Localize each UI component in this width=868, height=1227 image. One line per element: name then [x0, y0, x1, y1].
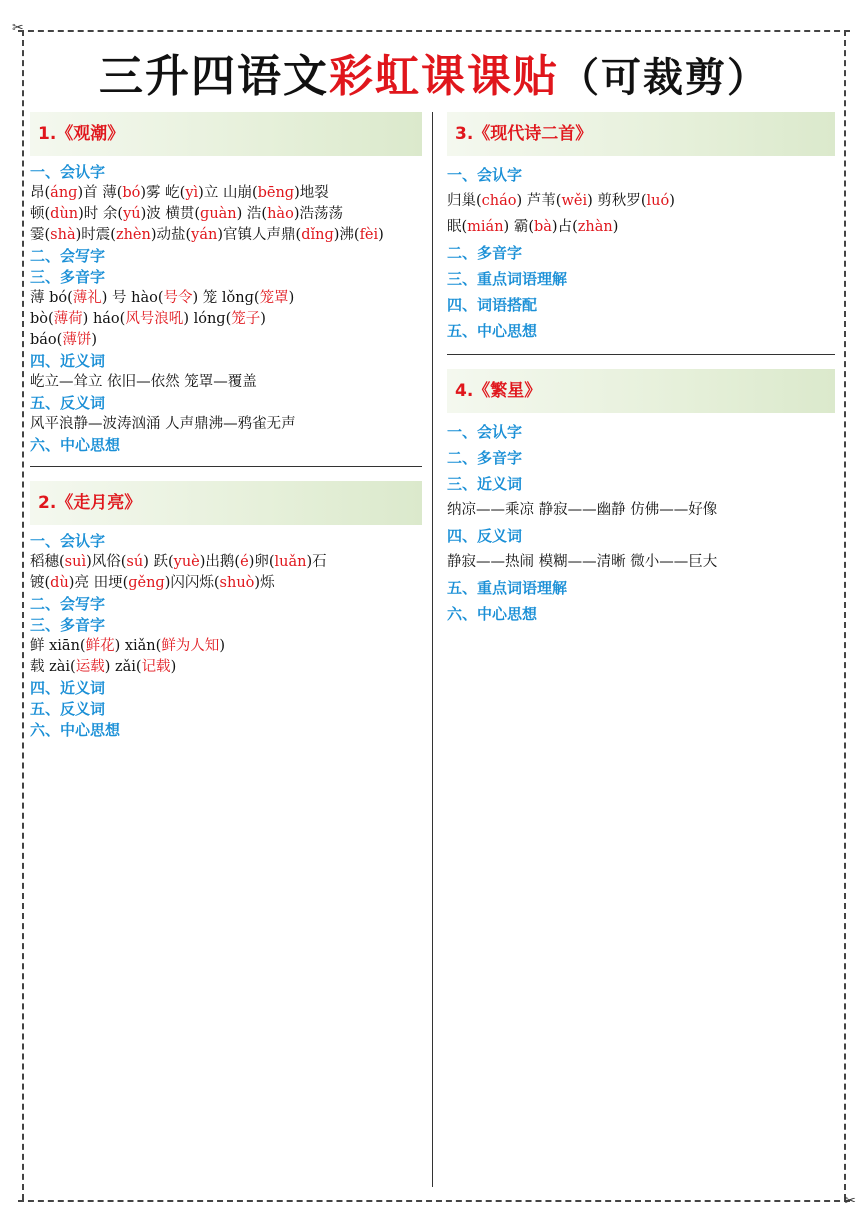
plain-text: ) — [260, 311, 266, 327]
highlight-text: hào — [267, 206, 294, 222]
highlight-text: ánɡ — [50, 185, 78, 201]
highlight-text: shuò — [219, 575, 255, 591]
lesson-heading: 3.《现代诗二首》 — [447, 112, 835, 156]
section-heading: 三、重点词语理解 — [447, 270, 568, 288]
text-line — [30, 330, 422, 351]
text-line — [30, 183, 422, 204]
section-heading: 五、反义词 — [30, 394, 106, 412]
section-heading: 一、会认字 — [30, 163, 106, 181]
plain-text: )卵( — [248, 554, 275, 570]
section-heading: 五、中心思想 — [447, 322, 538, 340]
polyphone-list — [30, 636, 422, 678]
plain-text: ) 霸( — [503, 219, 534, 235]
section-heading: 六、中心思想 — [30, 436, 121, 454]
highlight-text: shà — [50, 227, 76, 243]
section-heading: 三、多音字 — [30, 268, 106, 286]
plain-text: ) — [378, 227, 384, 243]
antonym-line: 静寂——热闹 模糊——清晰 微小——巨大 — [447, 554, 718, 570]
section-heading: 二、会写字 — [30, 595, 106, 613]
highlight-text: bó — [122, 185, 141, 201]
plain-text: 载 zài( — [30, 659, 76, 675]
plain-text: ) — [91, 332, 97, 348]
page-title — [0, 40, 868, 102]
plain-text: )时 余( — [78, 206, 124, 222]
plain-text: báo( — [30, 332, 63, 348]
section-heading: 五、重点词语理解 — [447, 579, 568, 597]
plain-text: ) — [288, 290, 295, 306]
synonym-line: 纳凉——乘凉 静寂——幽静 仿佛——好像 — [447, 502, 718, 518]
plain-text: bò( — [30, 311, 54, 327]
plain-text: )官镇人声鼎( — [217, 227, 302, 243]
section-heading: 五、反义词 — [30, 700, 106, 718]
highlight-text: 薄饼 — [62, 332, 92, 348]
section-heading: 一、会认字 — [447, 423, 523, 441]
section-heading: 三、多音字 — [30, 616, 106, 634]
highlight-text: fèi — [359, 227, 379, 243]
text-line — [30, 288, 422, 309]
plain-text: ) 芦苇( — [516, 193, 562, 209]
plain-text: ) 号 hào( — [101, 290, 164, 306]
text-line — [447, 188, 835, 214]
section-heading: 六、中心思想 — [30, 721, 121, 739]
plain-text: 顿( — [30, 206, 51, 222]
highlight-text: 笼子 — [231, 311, 261, 327]
plain-text: )风俗( — [86, 554, 127, 570]
plain-text: ) 浩( — [236, 206, 268, 222]
antonym-line: 风平浪静—波涛汹涌 人声鼎沸—鸦雀无声 — [30, 416, 296, 432]
text-line — [30, 225, 422, 246]
highlight-text: ɡuàn — [200, 206, 237, 222]
section-heading: 四、反义词 — [447, 527, 523, 545]
lesson-divider — [30, 466, 422, 467]
recognize-chars-list — [30, 183, 422, 246]
highlight-text: dù — [50, 575, 69, 591]
plain-text: ) xiǎn( — [114, 638, 162, 654]
section-heading: 四、近义词 — [30, 352, 106, 370]
left-column — [30, 112, 422, 741]
plain-text: 归巢( — [447, 193, 482, 209]
section-heading: 二、多音字 — [447, 244, 523, 262]
plain-text: ) 剪秋罗( — [587, 193, 647, 209]
text-line — [30, 573, 422, 594]
plain-text: ) — [170, 659, 177, 675]
plain-text: )时震( — [75, 227, 116, 243]
plain-text: )占( — [551, 219, 578, 235]
highlight-text: yuè — [173, 554, 200, 570]
lesson-heading: 2.《走月亮》 — [30, 481, 422, 525]
highlight-text: mián — [467, 219, 504, 235]
plain-text: ) — [219, 638, 225, 654]
highlight-text: dǐnɡ — [301, 227, 334, 243]
section-heading: 一、会认字 — [447, 166, 523, 184]
highlight-text: ɡěnɡ — [128, 575, 165, 591]
highlight-text: cháo — [481, 193, 517, 209]
highlight-text: bēnɡ — [257, 185, 295, 201]
plain-text: )立 山崩( — [198, 185, 258, 201]
plain-text: )地裂 — [294, 185, 329, 201]
highlight-text: 薄荷 — [53, 311, 83, 327]
plain-text: )浩荡荡 — [293, 206, 343, 222]
highlight-text: wěi — [561, 193, 588, 209]
highlight-text: zhàn — [577, 219, 613, 235]
polyphone-list — [30, 288, 422, 351]
lesson-heading: 1.《观潮》 — [30, 112, 422, 156]
scissors-icon: ✂ — [844, 1193, 856, 1209]
section-heading: 三、近义词 — [447, 475, 523, 493]
text-line — [30, 657, 422, 678]
plain-text: )雾 屹( — [140, 185, 186, 201]
plain-text: )首 薄( — [77, 185, 123, 201]
highlight-text: 鲜为人知 — [161, 638, 220, 654]
plain-text: ) lónɡ( — [183, 311, 232, 327]
plain-text: 鲜 xiān( — [30, 638, 86, 654]
highlight-text: dùn — [50, 206, 79, 222]
section-heading: 二、会写字 — [30, 247, 106, 265]
plain-text: )出鹅( — [199, 554, 241, 570]
plain-text: ) — [669, 193, 675, 209]
highlight-text: yú — [123, 206, 141, 222]
title-part-red: 彩虹课课贴 — [329, 51, 559, 102]
highlight-text: yán — [191, 227, 218, 243]
plain-text: )烁 — [254, 575, 275, 591]
section-heading: 一、会认字 — [30, 532, 106, 550]
plain-text: )波 横贯( — [140, 206, 201, 222]
highlight-text: luǎn — [274, 554, 307, 570]
highlight-text: 号令 — [163, 290, 193, 306]
cut-line-right — [844, 30, 846, 1200]
recognize-chars-list — [30, 552, 422, 594]
plain-text: ) — [612, 219, 619, 235]
plain-text: 霎( — [30, 227, 51, 243]
plain-text: )亮 田埂( — [68, 575, 129, 591]
plain-text: ) 跃( — [143, 554, 174, 570]
plain-text: )动盐( — [150, 227, 192, 243]
scissors-icon: ✂ — [12, 20, 24, 36]
highlight-text: zhèn — [115, 227, 151, 243]
plain-text: )沸( — [333, 227, 360, 243]
highlight-text: sú — [126, 554, 144, 570]
highlight-text: 风号浪吼 — [125, 311, 184, 327]
highlight-text: luó — [646, 193, 670, 209]
highlight-text: yì — [185, 185, 199, 201]
section-heading: 四、近义词 — [30, 679, 106, 697]
highlight-text: 笼罩 — [259, 290, 289, 306]
text-line — [447, 214, 835, 240]
plain-text: 眠( — [447, 219, 468, 235]
plain-text: ) háo( — [82, 311, 126, 327]
highlight-text: é — [240, 554, 249, 570]
section-heading: 四、词语搭配 — [447, 296, 538, 314]
right-column — [447, 112, 835, 627]
highlight-text: suì — [64, 554, 87, 570]
highlight-text: 运载 — [75, 659, 105, 675]
plain-text: 薄 bó( — [30, 290, 73, 306]
plain-text: 昂( — [30, 185, 51, 201]
title-part-black: 三升四语文 — [99, 51, 329, 102]
section-heading: 二、多音字 — [447, 449, 523, 467]
text-line — [30, 552, 422, 573]
plain-text: )闪闪烁( — [164, 575, 220, 591]
plain-text: )石 — [306, 554, 327, 570]
synonym-line: 屹立—耸立 依旧—依然 笼罩—覆盖 — [30, 374, 257, 390]
highlight-text: 薄礼 — [72, 290, 102, 306]
highlight-text: 记载 — [141, 659, 171, 675]
cut-line-top — [18, 30, 850, 32]
title-part-sub: （可裁剪） — [559, 55, 769, 101]
text-line — [30, 204, 422, 225]
lesson-heading: 4.《繁星》 — [447, 369, 835, 413]
recognize-chars-list — [447, 188, 835, 240]
cut-line-bottom — [18, 1200, 850, 1202]
highlight-text: 鲜花 — [85, 638, 115, 654]
plain-text: 稻穗( — [30, 554, 65, 570]
text-line — [30, 636, 422, 657]
cut-line-left — [22, 30, 24, 1200]
lesson-divider — [447, 354, 835, 355]
plain-text: 镀( — [30, 575, 51, 591]
plain-text: ) zǎi( — [104, 659, 142, 675]
text-line — [30, 309, 422, 330]
column-divider — [432, 112, 433, 1187]
highlight-text: bà — [533, 219, 552, 235]
plain-text: ) 笼 lǒnɡ( — [192, 290, 260, 306]
section-heading: 六、中心思想 — [447, 605, 538, 623]
